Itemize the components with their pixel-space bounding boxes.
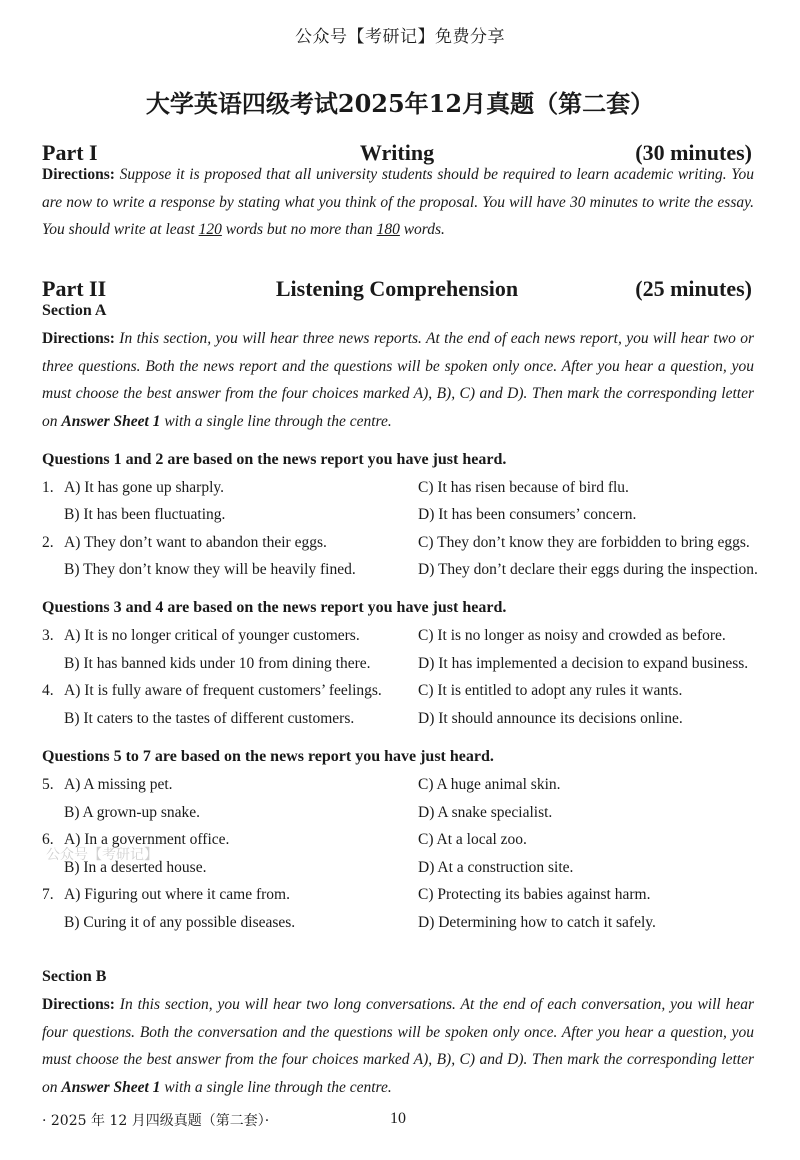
option-b: B) A grown-up snake.: [64, 804, 201, 821]
question-number: 3.: [42, 627, 54, 644]
option-c: C) It has risen because of bird flu.: [418, 479, 629, 496]
page-number: 10: [390, 1110, 406, 1127]
question-number: 2.: [42, 534, 54, 551]
watermark-overlay: 公众号【考研记】: [46, 847, 158, 863]
question-row: [42, 710, 758, 736]
option-b: B) Curing it of any possible diseases.: [64, 914, 296, 931]
watermark-header: 公众号【考研记】免费分享: [295, 27, 505, 47]
question-row: [42, 534, 758, 560]
question-number: 6.: [42, 831, 54, 848]
part-2-time: (25 minutes): [635, 276, 752, 301]
part-1-name: Writing: [359, 140, 435, 165]
directions-label: Directions:: [42, 166, 115, 183]
question-row: [42, 804, 758, 830]
question-group-heading: Questions 1 and 2 are based on the news report you have just heard.: [42, 451, 507, 468]
directions-label: Directions:: [42, 996, 115, 1013]
option-d: D) A snake specialist.: [418, 804, 553, 821]
option-b: B) It has been fluctuating.: [64, 506, 226, 523]
directions-label: Directions:: [42, 330, 115, 347]
question-row: [42, 506, 758, 532]
option-b: B) It caters to the tastes of different customers.: [64, 710, 355, 727]
section-a-label: Section A: [42, 302, 107, 319]
option-d: D) Determining how to catch it safely.: [418, 914, 656, 931]
section-a-directions: Directions: In this section, you will hear three news reports. At the end of each news report, you will hear two or three questions. Both the news report and the questions will be spoken only once. After you hear a question, you must choose the best answer from the four choices marked A), B), C) and D). Then mark the corresponding letter on Answer Sheet 1 with a single line through the centre.: [42, 330, 754, 430]
page-title: 大学英语四级考试2025年12月真题（第二套）: [145, 89, 655, 118]
max-words: 180: [376, 221, 400, 238]
option-c: C) A huge animal skin.: [418, 776, 561, 793]
option-b: B) In a deserted house.: [64, 859, 207, 876]
section-b-directions: Directions: In this section, you will hear two long conversations. At the end of each conversation, you will hear four questions. Both the conversation and the questions will be spoken only once. After you hear a question, you must choose the best answer from the four choices marked A), B), C) and D). Then mark the corresponding letter on Answer Sheet 1 with a single line through the centre.: [42, 996, 754, 1096]
question-row: [42, 914, 758, 940]
option-c: C) It is entitled to adopt any rules it wants.: [418, 682, 683, 699]
question-number: 5.: [42, 776, 54, 793]
part-1-time: (30 minutes): [635, 140, 752, 165]
question-number: 4.: [42, 682, 54, 699]
question-row: [42, 682, 758, 708]
option-b: B) They don’t know they will be heavily fined.: [64, 561, 356, 578]
question-number: 1.: [42, 479, 54, 496]
question-row: [42, 627, 758, 653]
question-row: [42, 859, 758, 885]
part-1-label: Part I: [42, 140, 98, 165]
section-b-label: Section B: [42, 968, 107, 985]
question-row: [42, 479, 758, 505]
answer-sheet-ref: Answer Sheet 1: [61, 412, 161, 430]
question-row: [42, 886, 758, 912]
question-row: [42, 561, 758, 587]
option-b: B) It has banned kids under 10 from dining there.: [64, 655, 371, 672]
option-a: A) In a government office.: [64, 831, 230, 848]
part-2-name: Listening Comprehension: [275, 276, 519, 301]
option-a: A) It has gone up sharply.: [64, 479, 224, 496]
option-a: A) A missing pet.: [64, 776, 173, 793]
question-row: [42, 776, 758, 802]
option-d: D) It has implemented a decision to expand business.: [418, 655, 749, 672]
option-c: C) They don’t know they are forbidden to bring eggs.: [418, 534, 750, 551]
option-a: A) It is fully aware of frequent customers’ feelings.: [64, 682, 382, 699]
option-a: A) Figuring out where it came from.: [64, 886, 290, 903]
question-group-heading: Questions 3 and 4 are based on the news report you have just heard.: [42, 599, 507, 616]
option-c: C) Protecting its babies against harm.: [418, 886, 651, 903]
part-2-heading: [42, 276, 752, 306]
option-a: A) It is no longer critical of younger customers.: [64, 627, 360, 644]
min-words: 120: [198, 221, 222, 238]
question-group-heading: Questions 5 to 7 are based on the news report you have just heard.: [42, 748, 494, 765]
option-d: D) At a construction site.: [418, 859, 574, 876]
part-2-label: Part II: [42, 276, 107, 301]
question-number: 7.: [42, 886, 54, 903]
answer-sheet-ref: Answer Sheet 1: [61, 1078, 161, 1096]
option-d: D) They don’t declare their eggs during the inspection.: [418, 561, 758, 578]
part-1-directions: Directions: Suppose it is proposed that all university students should be required to learn academic writing. You are now to write a response by stating what you think of the proposal. You will have 30 minutes to write the essay. You should write at least 120 words but no more than 180 words.: [42, 166, 754, 238]
option-c: C) It is no longer as noisy and crowded as before.: [418, 627, 726, 644]
question-row: [42, 655, 758, 681]
option-d: D) It should announce its decisions online.: [418, 710, 683, 727]
footer-caption: · 2025 年 12 月四级真题（第二套）·: [42, 1113, 270, 1129]
option-a: A) They don’t want to abandon their eggs.: [64, 534, 327, 551]
option-c: C) At a local zoo.: [418, 831, 527, 848]
option-d: D) It has been consumers’ concern.: [418, 506, 637, 523]
